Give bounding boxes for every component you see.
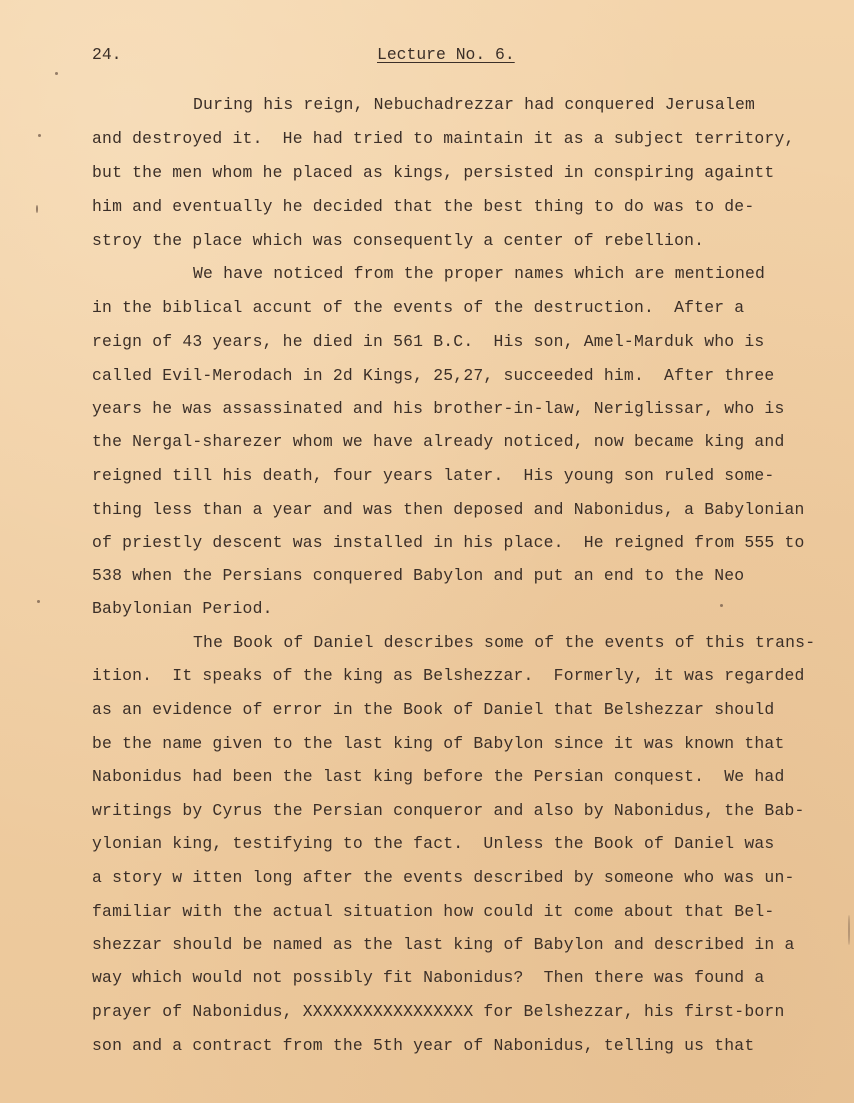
text-line: Babylonian Period. <box>92 599 273 618</box>
text-line: shezzar should be named as the last king of Babylon and described in a <box>92 935 795 954</box>
text-line: writings by Cyrus the Persian conqueror and also by Nabonidus, the Bab- <box>92 801 805 820</box>
text-line: son and a contract from the 5th year of Nabonidus, telling us that <box>92 1036 755 1055</box>
text-line: prayer of Nabonidus, XXXXXXXXXXXXXXXXX for Belshezzar, his first-born <box>92 1002 785 1021</box>
text-line: The Book of Daniel describes some of the events of this trans- <box>193 633 816 652</box>
text-line: ylonian king, testifying to the fact. Unless the Book of Daniel was <box>92 834 775 853</box>
text-line: During his reign, Nebuchadrezzar had conquered Jerusalem <box>193 95 756 114</box>
text-line: reign of 43 years, he died in 561 B.C. His son, Amel-Marduk who is <box>92 332 765 351</box>
text-line: of priestly descent was installed in his place. He reigned from 555 to <box>92 533 805 552</box>
text-line: thing less than a year and was then deposed and Nabonidus, a Babylonian <box>92 500 805 519</box>
text-line: and destroyed it. He had tried to maintain it as a subject territory, <box>92 129 795 148</box>
text-line: familiar with the actual situation how could it come about that Bel- <box>92 902 775 921</box>
text-line: but the men whom he placed as kings, persisted in conspiring againtt <box>92 163 775 182</box>
paper-speck <box>848 915 850 945</box>
text-line: Nabonidus had been the last king before the Persian conquest. We had <box>92 767 785 786</box>
text-line: way which would not possibly fit Nabonidus? Then there was found a <box>92 968 765 987</box>
text-line: reigned till his death, four years later. His young son ruled some- <box>92 466 775 485</box>
page-number: 24. <box>92 45 122 64</box>
paper-speck <box>55 72 58 75</box>
text-line: a story w itten long after the events described by someone who was un- <box>92 868 795 887</box>
text-line: the Nergal-sharezer whom we have already noticed, now became king and <box>92 432 785 451</box>
paper-speck <box>720 604 723 607</box>
text-line: We have noticed from the proper names which are mentioned <box>193 264 766 283</box>
text-line: him and eventually he decided that the best thing to do was to de- <box>92 197 755 216</box>
text-line: called Evil-Merodach in 2d Kings, 25,27, succeeded him. After three <box>92 366 775 385</box>
text-line: years he was assassinated and his brother-in-law, Neriglissar, who is <box>92 399 785 418</box>
lecture-title: Lecture No. 6. <box>377 45 515 64</box>
paper-speck <box>36 205 38 213</box>
text-line: stroy the place which was consequently a center of rebellion. <box>92 231 705 250</box>
text-line: 538 when the Persians conquered Babylon and put an end to the Neo <box>92 566 745 585</box>
text-line: as an evidence of error in the Book of Daniel that Belshezzar should <box>92 700 775 719</box>
text-line: be the name given to the last king of Babylon since it was known that <box>92 734 785 753</box>
paper-speck <box>37 600 40 603</box>
text-line: in the biblical accunt of the events of the destruction. After a <box>92 298 745 317</box>
paper-speck <box>38 134 41 137</box>
text-line: ition. It speaks of the king as Belshezzar. Formerly, it was regarded <box>92 666 805 685</box>
